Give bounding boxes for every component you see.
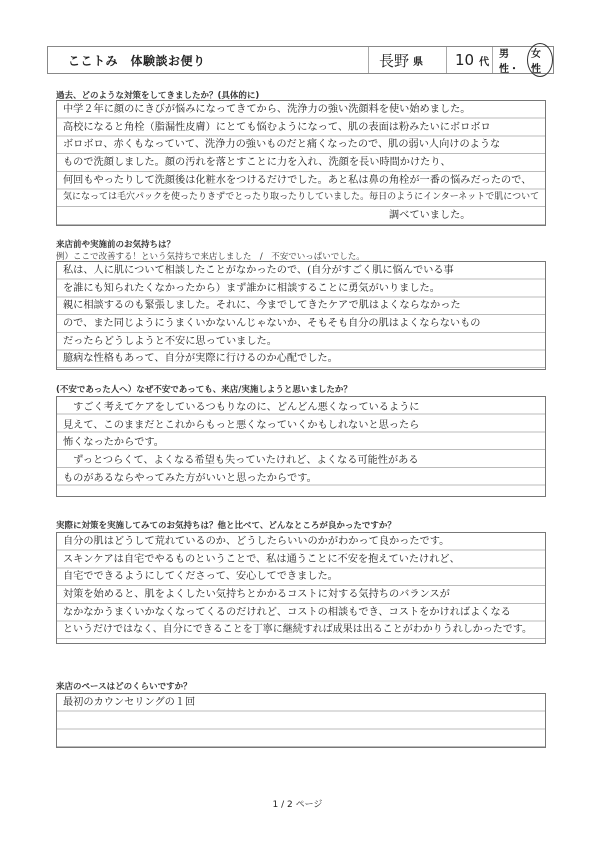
q5-line — [63, 712, 539, 730]
age-field — [446, 47, 492, 73]
q4-line: というだけではなく、自分にできることを丁寧に継続すれば成果は出ることがわかりうれしかったです。 — [63, 624, 532, 636]
q2-line: 私は、人に肌について相談したことがなかったので、(自分がすごく肌に悩んでいる事 — [63, 265, 454, 276]
q2-answer-box — [56, 261, 546, 370]
q4-line: 自分の肌はどうして荒れているのか、どうしたらいいのかがわかって良かったです。 — [63, 536, 450, 547]
q5-line — [63, 729, 539, 747]
q1-line: 何回もやったりして洗顔後は化粧水をつけるだけでした。あと私は鼻の角栓が一番の悩みだったので、 — [63, 174, 532, 186]
q1-line: 気になっては毛穴パックを使ったりきずでとったり取ったりしていました。毎日のようにインターネットで肌について — [63, 192, 539, 203]
q2-label: 来店前や実施前のお気持ちは？ — [56, 240, 176, 250]
q2-line: ので、また同じようにうまくいかないんじゃないか、そもそも自分の肌はよくならないもの — [63, 318, 481, 330]
q5-line: 最初のカウンセリングの１回 — [63, 697, 196, 708]
q4-line: 対策を始めると、肌をよくしたい気持ちとかかるコストに対する気持ちのバランスが — [63, 589, 450, 601]
age-suffix: 代 — [479, 56, 490, 68]
q3-line: ずっとつらくて、よくなる希望も失っていたけれど、よくなる可能性がある — [63, 455, 419, 467]
q1-answer-box — [56, 100, 546, 226]
q1-line: 高校になると角栓（脂漏性皮膚）にとても悩むようになって、肌の表面は粉みたいにボロボロ — [63, 121, 491, 133]
gender-female-circled: 女性 — [527, 43, 553, 77]
q2-answer-text — [57, 262, 545, 368]
q1-line: 中学２年に顔のにきびが悩みになってきてから、洗浄力の強い洗顔料を使い始めました。 — [63, 104, 471, 115]
q3-answer-box — [56, 396, 546, 497]
header-box — [47, 46, 554, 74]
q4-label: 実際に対策を実施してみてのお気持ちは？他と比べて、どんなところが良かったですか？ — [56, 521, 396, 531]
q5-answer-box — [56, 693, 546, 748]
q5-answer-text — [57, 694, 545, 747]
document-title: ここトみ 体験談お便り — [68, 53, 206, 68]
gender-male: 男性・ — [499, 49, 519, 75]
age-value: 10 — [455, 51, 475, 69]
page-number: 1 / 2 ページ — [272, 800, 323, 810]
q5-label: 来店のペースはどのくらいですか？ — [56, 682, 192, 692]
prefecture-suffix: 県 — [413, 56, 424, 68]
q3-answer-text — [57, 397, 545, 487]
gender-field — [492, 47, 553, 73]
q3-label: (不安であった人へ）なぜ不安であっても、来店/実施しようと思いましたか？ — [56, 385, 352, 395]
prefecture-field — [368, 47, 446, 73]
q1-answer-text — [57, 101, 545, 225]
q1-label: 過去、どのような対策をしてきましたか？(具体的に) — [56, 91, 260, 101]
q2-line: 親に相談するのも緊張しました。それに、今までしてきたケアで肌はよくならなかった — [63, 300, 461, 312]
q4-line: 自宅でできるようにしてくださって、安心してできました。 — [63, 571, 338, 583]
q3-line: 見えて、このままだとこれからもっと悪くなっていくかもしれないと思ったら — [63, 419, 420, 431]
q2-line: だったらどうしようと不安に思っていました。 — [63, 335, 277, 347]
q3-line: ものがあるならやってみた方がいいと思ったからです。 — [63, 472, 317, 484]
q2-line: 臆病な性格もあって、自分が実際に行けるのか心配でした。 — [63, 353, 338, 365]
prefecture-value: 長野 — [379, 51, 410, 70]
q4-answer-text — [57, 533, 545, 639]
q4-line: スキンケアは自宅でやるものということで、私は通うことに不安を抱えていたけれど、 — [63, 553, 460, 565]
q2-example: 例）ここで改善する！という気持ちで来店しました / 不安でいっぱいでした。 — [56, 252, 365, 262]
q4-line: なかなかうまくいかなくなってくるのだけれど、コストの相談もでき、コストをかければよくなる — [63, 606, 511, 618]
q3-line: 怖くなったからです。 — [63, 437, 164, 449]
q1-line: 調べていました。 — [63, 210, 471, 222]
q1-line: ボロボロ、赤くもなっていて、洗浄力の強いものだと痛くなったので、肌の弱い人向けのような — [63, 139, 501, 151]
q1-line: もので洗顔しました。顔の汚れを落とすことに力を入れ、洗顔を長い時間かけたり、 — [63, 157, 451, 169]
q3-line: すごく考えてケアをしているつもりなのに、どんどん悪くなっているように — [63, 402, 420, 413]
q2-line: を誰にも知られたくなかったから）まず誰かに相談することに勇気がいりました。 — [63, 282, 440, 294]
q4-answer-box — [56, 532, 546, 644]
